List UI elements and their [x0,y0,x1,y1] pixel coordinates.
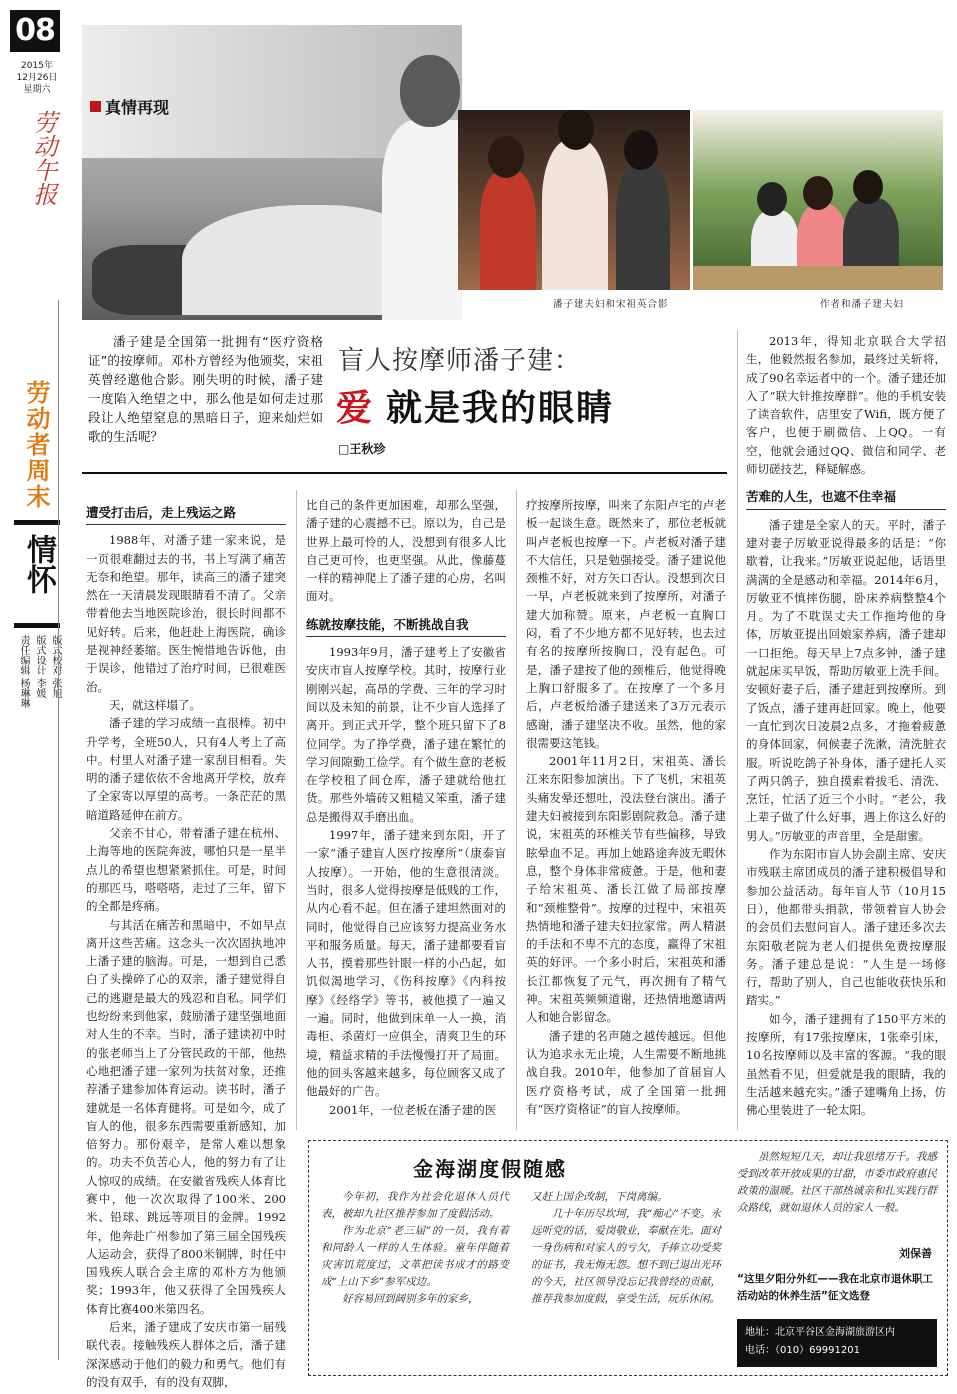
paragraph: 潘子建的名声随之越传越远。但他认为追求永无止境，人生需要不断地挑战自我。2010年，他参加了首届盲人医疗资格考试，成了全国第一批拥有“医疗资格证”的盲人按摩师。 [526,1028,726,1116]
editor-credits [16,635,62,708]
paragraph: 比自己的条件更加困难，却那么坚强，潘子建的心震撼不已。原以为，自己是世界上最可怜的人，没想到有很多人比自己更可怜，也更坚强。从此，像藤蔓一样的精神爬上了潘子建的心房，名叫面对。 [306,498,506,604]
photo-caption-3: 作者和潘子建夫妇 [820,299,905,310]
article-col-4 [746,332,946,1119]
essay-col-1 [321,1189,509,1308]
subheading-2: 练就按摩技能，不断挑战自我 [306,616,506,637]
left-divider [58,300,59,1360]
article-col-3 [526,496,726,1118]
headline-pre: 盲人按摩师潘子建： [338,346,582,376]
credit-editor: 责任编辑 杨琳琳 [18,635,29,709]
paragraph: 1993年9月，潘子建考上了安徽省安庆市盲人按摩学校。其时，按摩行业刚刚兴起，高昂的学费、三年的学习时间以及未知的前景，让不少盲人选择了离开。到正式开学，整个班只留下了8位同学。为了挣学费，潘子建在繁忙的学习间隙勤工俭学。有个做生意的老板在学校租了间仓库，潘子建就给他扛货。那些外墙砖又粗糙又笨重，潘子建总是搬得双手磨出血。 [306,645,506,824]
paragraph: 与其活在痛苦和黑暗中，不如早点离开这些苦痛。这念头一次次固执地冲上潘子建的脑海。可是，一想到自己悉白了头操碎了心的双亲，潘子建觉得自己的逃避是最大的残忍和自私。同学们也纷纷来到他家，鼓励潘子建坚强地面对人生的不幸。当时，潘子建读初中时的张老师当上了分管民政的干部，他热心地把潘子建一家列为扶贫对象，还推荐潘子建参加体育运动。读书时，潘子建就是一名体育健将。可是如今，成了盲人的他，很多东西需要重新感知，加倍努力。那份艰辛，是常人难以想象的。功夫不负苦心人，他的努力有了让人惊叹的成绩。在安徽省残疾人体育比赛中，他一次次取得了100米、200米、铅球、跳远等项目的金牌。1992年，他奔赴广州参加了第三届全国残疾人运动会，获得了800米铜牌，时任中国残疾人联合会主席的邓朴方为他颁奖；1993年，他又获得了全国残疾人体育比赛400米第四名。 [86,917,286,1316]
issue-weekday: 星期六 [23,85,51,95]
headline-main-text: 就是我的眼睛 [386,388,615,429]
column-divider [737,330,738,1130]
paragraph: 1997年，潘子建来到东阳，开了一家“潘子建盲人医疗按摩所”（康泰盲人按摩）。一开始，他的生意很清淡。当时，很多人觉得按摩是低贱的工作，从内心看不起。但在潘子建坦然面对的同时，他觉得自己应该努力提高业务水平和服务质量。每天，潘子建都要看盲人书，摸着那些针眼一样的小凸起，如饥似渴地学习，《伤科按摩》《内科按摩》《经络学》等书，被他摸了一遍又一遍。同时，他做到床单一人一换，消毒柜、杀菌灯一应俱全，清爽卫生的环境，精益求精的手法慢慢打开了局面。他的回头客越来越多，每位顾客又成了他最好的广告。 [306,828,506,1099]
paragraph: 如今，潘子建拥有了150平方米的按摩所，有17张按摩床，1张牵引床，10名按摩师以及丰富的客源。“我的眼虽然看不见，但爱就是我的眼睛，我的生活越来越充实。”潘子建嘴角上扬，仿佛心里装进了一轮太阳。 [746,1011,946,1118]
essay-author: 刘保善 [899,1247,932,1260]
paragraph: 1988年，对潘子建一家来说，是一页很难翻过去的书，书上写满了痛苦无奈和绝望。那年，读高三的潘子建突然在一天清晨发现眼睛看不清了。父亲带着他去当地医院诊治，很长时间都不见好转。后来，他赶赴上海医院，确诊是视神经萎缩。医生惋惜地告诉他，由于误诊，他错过了治疗时间，已很难医治。 [86,533,286,694]
section-subsection: 情怀 [21,534,56,594]
paragraph: 2013年，得知北京联合大学招生，他毅然报名参加，最终过关斩将，成了90名幸运者中的一个。潘子建还加入了“联大针推按摩群”。他的手机安装了读音软件，店里安了Wifi，既方便了客户，也便于刷微信、上QQ。一有空，他就会通过QQ、微信和同学、老师切磋技艺，释疑解惑。 [746,334,946,477]
contact-address: 地址：北京平谷区金海湖旅游区内 [745,1327,895,1338]
paragraph: 疗按摩所按摩，叫来了东阳卢宅的卢老板一起谈生意。既然来了，那位老板就叫卢老板也按摩一下。卢老板对潘子建不大信任，只是勉强接受。潘子建说他颈椎不好，对方矢口否认。没想到次日一早，卢老板就来到了按摩所，对潘子建大加称赞。原来，卢老板一直胸口闷，看了不少地方都不见好转，也去过有名的按摩所按胸口，没有起色。可是，潘子建按了他的颈椎后，他觉得晚上胸口舒服多了。在按摩了一个多月后，卢老板给潘子建送来了3万元表示感谢，潘子建坚决不收。虽然，他的家很需要这笔钱。 [526,498,726,750]
subheading-1: 遭受打击后，走上残运之路 [86,504,286,525]
paragraph: 几十年历尽坎坷，我“痴心”不变。永远听党的话，爱岗敬业，奉献在先。面对一身伤病和对家人的亏欠，手捧立功受奖的证书，我无悔无怨。想不到已退出光环的今天，社区领导没忘记我曾经的贡献，推荐我参加度假，享受生活，玩乐休闲。 [531,1208,721,1305]
paragraph: 好容易回到阔别多年的家乡， [342,1293,479,1305]
essay-box [308,1140,948,1376]
article-col-1 [86,500,286,1391]
essay-col-3 [737,1149,937,1217]
paragraph: 今年初，我作为社会化退休人员代表，被却九社区推荐参加了度假活动。 [321,1191,509,1220]
essay-title: 金海湖度假随感 [413,1157,567,1181]
paragraph: 虽然短短几天，却让我思绪万千。我感受到改革开放成果的甘甜，市委市政府惠民政策的温暖。社区干部热诚亲和扎实践行群众路线，就如退休人员的家人一般。 [737,1151,937,1214]
headline-red-char: 爱 [336,388,375,429]
issue-date-day: 12月26日 [16,73,58,83]
headline-main [336,380,614,431]
essay-tagline: “这里夕阳分外红——我在北京市退休职工活动站的休养生活”征文选登 [737,1273,933,1302]
column-divider [516,490,517,1130]
article-lede: 潘子建是全国第一批拥有“医疗资格证”的按摩师。邓朴方曾经为他颁奖，宋祖英曾经邀他合影。刚失明的时候，潘子建一度陷入绝望之中，那么他是如何走过那段让人绝望窒息的黑暗日子，迎来灿烂如歌的生活呢？ [88,334,323,444]
left-strip [10,10,72,1380]
paragraph: 又赶上国企改制，下岗离编。 [531,1191,668,1203]
contact-phone: 电话：（010）69991201 [745,1345,860,1356]
banner-label [90,95,169,118]
banner-text: 真情再现 [105,98,170,117]
contact-box [737,1319,937,1367]
essay-col-2 [531,1189,721,1308]
paragraph: 潘子建是全家人的天。平时，潘子建对妻子厉敏亚说得最多的话是：“你歇着，让我来。”厉敏亚说起他，话语里满满的全是感动和幸福。2014年6月，厉敏亚不慎摔伤腿，卧床养病整整4个月。为了不耽误丈夫工作拖垮他的身体，厉敏亚提出回娘家养病，潘子建却一口拒绝。每天早上7点多钟，潘子建就起床买早饭，帮助厉敏亚上洗手间。安顿好妻子后，潘子建赶到按摩所。到了饭点，潘子建再赶回家。晚上，他要一直忙到次日凌晨2点多，才拖着疲惫的身体回家，伺候妻子洗漱，清洗脏衣服。听说吃鸽子补身体，潘子建托人买了两只鸽子，独自摸索着拔毛、清洗、烹饪，忙活了近三个小时。“老公，我上辈子做了什么好事，遇上你这么好的男人。”厉敏亚的声音里，全是甜蜜。 [746,517,946,843]
photo-author-with-couple [693,110,943,290]
headline-rule [82,472,727,474]
subheading-3: 苦难的人生，也遮不住幸福 [746,488,946,509]
paper-logo: 劳动午报 [29,110,57,206]
paragraph: 2001年11月2日，宋祖英、潘长江来东阳参加演出。下了飞机，宋祖英头痛发晕还想吐，没法登台演出。潘子建夫妇被接到东阳影剧院救急。潘子建说，宋祖英的环椎关节有些偏移，导致眩晕血不足。再加上她路途奔波无暇休息，整个身体非常疲惫。于是，他和妻子给宋祖英、潘长江做了局部按摩和“颈椎整骨”。按摩的过程中，宋祖英热情地和潘子建夫妇拉家常。两人精湛的手法和不卑不亢的态度，赢得了宋祖英的好评。一个多小时后，宋祖英和潘长江都恢复了元气，再次拥有了精气神。宋祖英频频道谢，还热情地邀请两人和她合影留念。 [526,754,726,1025]
paragraph: 天，就这样塌了。 [109,697,201,712]
page-number: 08 [10,10,60,52]
photo-massage [82,25,462,320]
paragraph: 作为东阳市盲人协会副主席、安庆市残联主席团成员的潘子建积极倡导和参加公益活动。每年盲人节（10月15日），他都带头捐款，带领着盲人协会的会员们去慰问盲人。潘子建还多次去东阳敬老院为老人们提供免费按摩服务。潘子建总是说：“人生是一场修行，帮助了别人，自己也能收获快乐和踏实。” [746,847,946,1008]
red-square-icon [90,101,101,112]
paragraph: 父亲不甘心，带着潘子建在杭州、上海等地的医院奔波，哪怕只是一星半点儿的希望也想紧紧抓住。可是，时间的那匹马，嗒嗒嗒，走过了三年，留下的全都是疼痛。 [86,826,286,914]
paragraph: 2001年，一位老板在潘子建的医 [329,1102,497,1117]
paragraph: 后来，潘子建成了安庆市第一届残联代表。接触残疾人群体之后，潘子建深深感动于他们的毅力和勇气。他们有的没有双手，有的没有双脚， [86,1320,286,1389]
credit-proof: 版式校对 张旭 [50,635,61,699]
column-divider [296,490,297,1130]
paragraph: 潘子建的学习成绩一直很棒。初中升学考，全班50人，只有4人考上了高中。村里人对潘子建一家刮目相看。失明的潘子建依依不舍地离开学校，放弃了全家寄以厚望的高考。一条茫茫的黑暗道路延伸在前方。 [86,716,286,822]
issue-date: 2015年 [21,61,53,71]
paragraph: 作为北京“老三届”的一员，我有着和同龄人一样的人生体验。童年伴随着灾害饥荒度过，文革把读书成才的路变成“上山下乡”参军戍边。 [321,1225,509,1288]
article-byline: □王秋珍 [338,442,386,456]
credit-design: 版式设计 李媛 [34,635,45,699]
photo-caption-2: 潘子建夫妇和宋祖英合影 [553,299,669,310]
article-col-2 [306,496,506,1119]
photo-with-song-zuying [458,110,690,290]
section-category: 劳动者周末 [22,380,50,510]
